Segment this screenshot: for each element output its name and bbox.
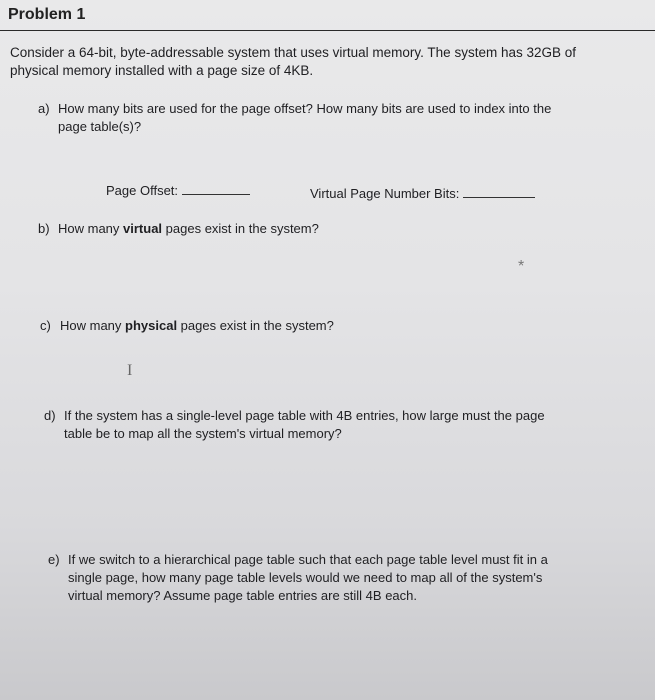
question-c [40, 317, 334, 335]
title-divider [0, 30, 655, 31]
problem-intro [10, 44, 576, 80]
asterisk-mark: * [518, 258, 525, 275]
question-b-text-post: pages exist in the system? [162, 221, 319, 236]
question-b-bold: virtual [123, 221, 163, 236]
vpn-bits-field [310, 184, 535, 201]
question-c-text-pre: How many [60, 318, 126, 333]
question-a-label: a) [38, 101, 50, 116]
intro-line-1: Consider a 64-bit, byte-addressable system that uses virtual memory. The system has 32GB of [10, 45, 576, 60]
question-c-bold: physical [125, 318, 178, 333]
page-offset-field [106, 181, 250, 198]
page-offset-label: Page Offset: [106, 183, 179, 198]
problem-title: Problem 1 [8, 6, 86, 23]
question-d [44, 407, 545, 443]
intro-line-2: physical memory installed with a page size of 4KB. [10, 63, 314, 78]
question-a-line-1: How many bits are used for the page offset? How many bits are used to index into the [58, 101, 552, 116]
question-b-label: b) [38, 221, 50, 236]
question-c-label: c) [40, 318, 51, 333]
question-d-line-1: If the system has a single-level page table with 4B entries, how large must the page [64, 408, 545, 423]
question-a-line-2: page table(s)? [58, 119, 142, 134]
question-a [38, 100, 551, 136]
question-e-line-3: virtual memory? Assume page table entries are still 4B each. [68, 588, 418, 603]
question-e-line-1: If we switch to a hierarchical page table such that each page table level must fit in a [68, 552, 548, 567]
question-b [38, 220, 319, 238]
question-b-text-pre: How many [58, 221, 124, 236]
question-d-label: d) [44, 408, 56, 423]
page-offset-blank[interactable] [182, 181, 250, 195]
question-e-line-2: single page, how many page table levels would we need to map all of the system's [68, 570, 543, 585]
question-d-line-2: table be to map all the system's virtual memory? [64, 426, 342, 441]
question-c-text-post: pages exist in the system? [177, 318, 334, 333]
question-e-label: e) [48, 552, 60, 567]
vpn-bits-blank[interactable] [463, 184, 535, 198]
text-cursor-icon: I [127, 362, 133, 379]
vpn-bits-label: Virtual Page Number Bits: [310, 186, 460, 201]
question-e [48, 551, 548, 605]
